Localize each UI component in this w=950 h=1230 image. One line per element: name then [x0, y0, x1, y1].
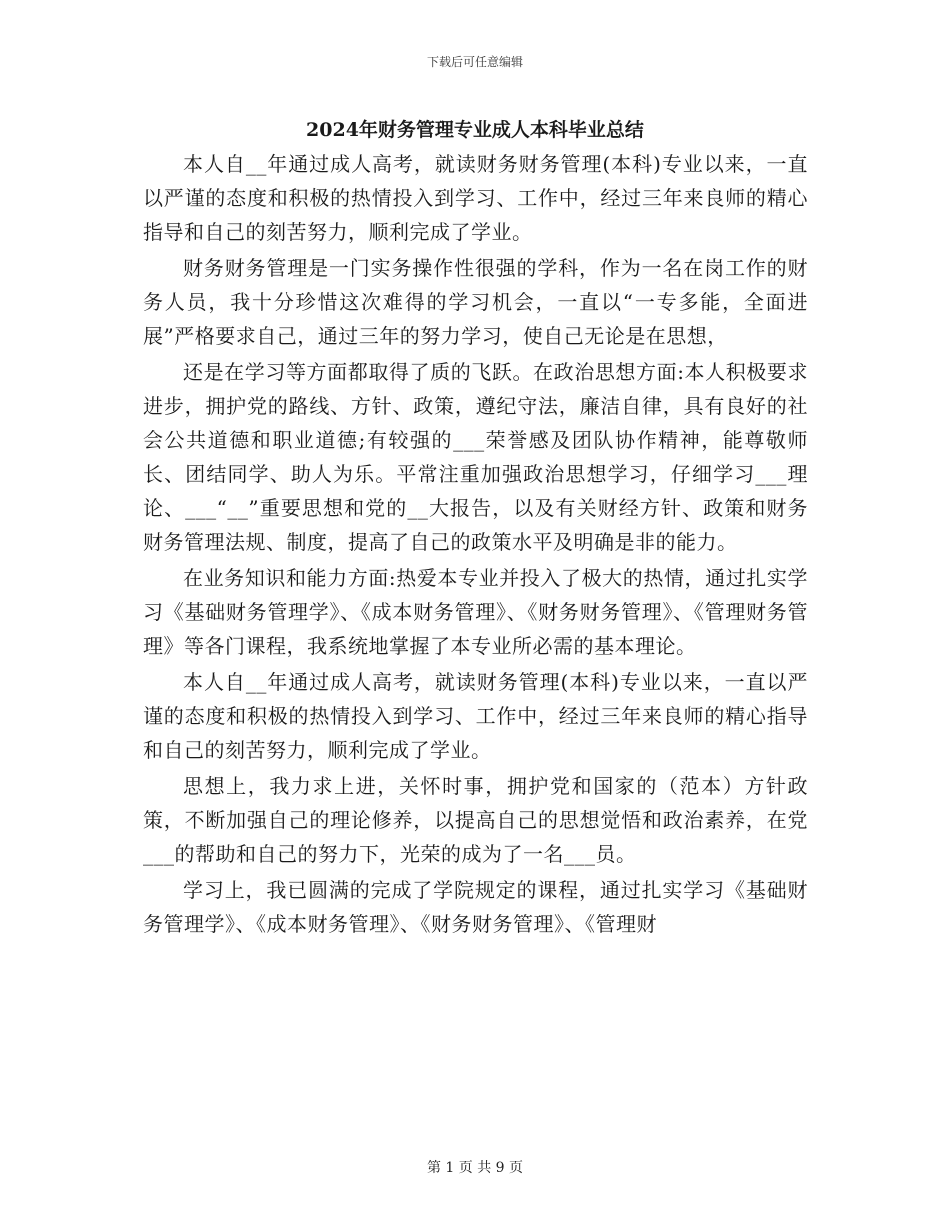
paragraph-5: 本人自__年通过成人高考，就读财务管理(本科)专业以来，一直以严谨的态度和积极的热情投入到学习、工作中，经过三年来良师的精心指导和自己的刻苦努力，顺利完成了学业。: [143, 670, 808, 762]
paragraph-4: 在业务知识和能力方面:热爱本专业并投入了极大的热情，通过扎实学习《基础财务管理学》、《成本财务管理》、《财务财务管理》、《管理财务管理》等各门课程，我系统地掌握了本专业所必需的基本理论。: [143, 566, 808, 658]
paragraph-1: 本人自__年通过成人高考，就读财务财务管理(本科)专业以来，一直以严谨的态度和积极的热情投入到学习、工作中，经过三年来良师的精心指导和自己的刻苦努力，顺利完成了学业。: [143, 152, 808, 244]
paragraph-3: 还是在学习等方面都取得了质的飞跃。在政治思想方面:本人积极要求进步，拥护党的路线、方针、政策，遵纪守法，廉洁自律，具有良好的社会公共道德和职业道德;有较强的___荣誉感及团队协作精神，能尊敬师长、团结同学、助人为乐。平常注重加强政治思想学习，仔细学习___理论、___“__”重要思想和党的__大报告，以及有关财经方针、政策和财务财务管理法规、制度，提高了自己的政策水平及明确是非的能力。: [143, 360, 808, 554]
paragraph-2: 财务财务管理是一门实务操作性很强的学科，作为一名在岗工作的财务人员，我十分珍惜这次难得的学习机会，一直以“一专多能，全面进展”严格要求自己，通过三年的努力学习，使自己无论是在思想，: [143, 256, 808, 348]
header-note: 下载后可任意编辑: [426, 55, 523, 69]
page-footer: 第 1 页 共 9 页: [426, 1160, 524, 1176]
document-body: [143, 147, 808, 943]
paragraph-7: 学习上，我已圆满的完成了学院规定的课程，通过扎实学习《基础财务管理学》、《成本财务管理》、《财务财务管理》、《管理财: [143, 878, 808, 936]
paragraph-6: 思想上，我力求上进，关怀时事，拥护党和国家的（范本）方针政策，不断加强自己的理论修养，以提高自己的思想觉悟和政治素养，在党___的帮助和自己的努力下，光荣的成为了一名___员。: [143, 774, 808, 866]
document-title: 2024年财务管理专业成人本科毕业总结: [306, 119, 644, 141]
